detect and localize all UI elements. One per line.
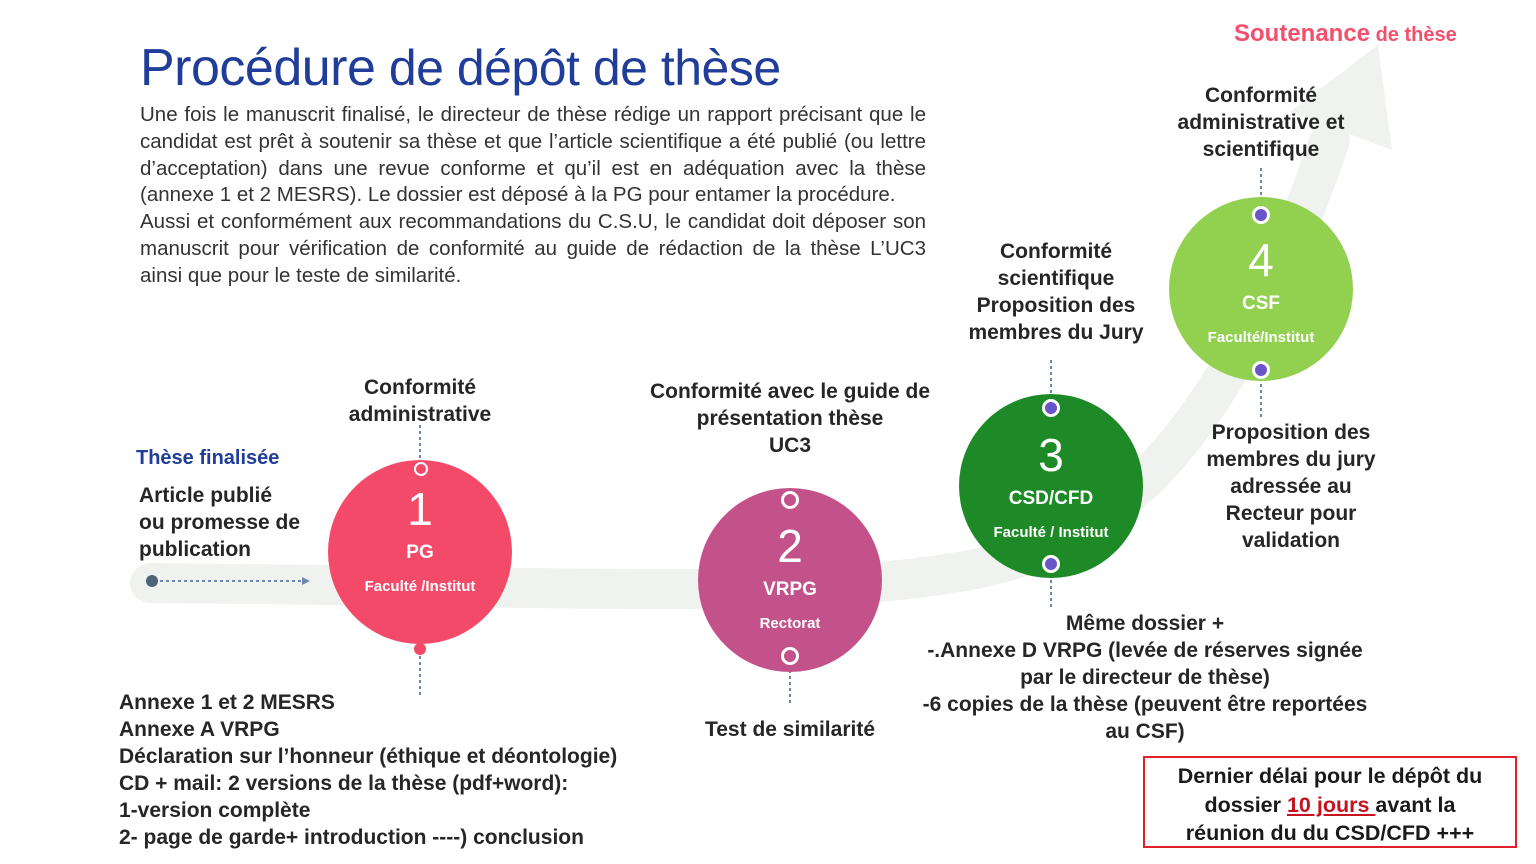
intro-text (140, 102, 926, 290)
page-title: Procédure de dépôt de thèse (140, 39, 781, 97)
step-3-circle (959, 394, 1143, 578)
step-4-code: CSF (1242, 293, 1280, 314)
step-1-port-bottom (414, 643, 426, 655)
step-3-port-top (1042, 399, 1060, 417)
step-1-circle (328, 460, 512, 644)
start-heading: Thèse finalisée (136, 447, 280, 469)
step-4-above-label: Conformité administrative et scientifique (1177, 84, 1345, 161)
intro-paragraph-2: Aussi et conformément aux recommandations du C.S.U, le candidat doit déposer son manuscrit pour vérification de conformité au guide de rédaction de la thèse L’UC3 ainsi que pour le teste de similarité. (140, 210, 926, 287)
step-1-number: 1 (407, 483, 433, 535)
intro-paragraph-1: Une fois le manuscrit finalisé, le directeur de thèse rédige un rapport précisant que le candidat est prêt à soutenir sa thèse et que l’article scientifique a été publié (ou lettre d’acceptation) dans une revue conforme et qu’il est en adéquation avec la thèse (annexe 1 et 2 MESRS). Le dossier est déposé à la PG pour entamer la procédure. (140, 103, 926, 207)
step-3-number: 3 (1038, 429, 1064, 481)
soutenance-label: Soutenance de thèse (1234, 20, 1457, 47)
deadline-notice: Dernier délai pour le dépôt du dossier 10 jours avant la réunion du du CSD/CFD +++ (1143, 756, 1517, 848)
step-4-place: Faculté/Institut (1207, 329, 1315, 346)
step-4-port-bottom (1252, 361, 1270, 379)
step-2-port-top (781, 491, 799, 509)
step-4-number: 4 (1248, 234, 1274, 286)
step-1-code: PG (406, 542, 434, 563)
step-4-below-label: Proposition des membres du jury adressée au Recteur pour validation (1206, 421, 1376, 552)
step-3-below-label: Même dossier + -.Annexe D VRPG (levée de réserves signée par le directeur de thèse) -6 copies de la thèse (peuvent être reportées au CSF) (922, 612, 1368, 743)
step-2-code: VRPG (763, 579, 817, 600)
step-2-below-label: Test de similarité (704, 718, 875, 741)
deadline-highlight: 10 jours (1286, 792, 1376, 817)
step-2-above-label: Conformité avec le guide de présentation thèse UC3 (649, 380, 931, 457)
start-description: Article publié ou promesse de publication (139, 484, 301, 561)
step-2-place: Rectorat (759, 615, 821, 632)
step-3-port-bottom (1042, 555, 1060, 573)
step-2-port-bottom (781, 647, 799, 665)
step-2-circle (698, 488, 882, 672)
step-3-place: Faculté / Institut (993, 524, 1109, 541)
step-4-circle (1169, 197, 1353, 381)
step-3-above-label: Conformité scientifique Proposition des membres du Jury (968, 240, 1144, 344)
start-dot (146, 575, 158, 587)
step-4-port-top (1252, 206, 1270, 224)
step-1-place: Faculté /Institut (364, 578, 476, 595)
step-1-port-top (414, 462, 428, 476)
step-2-number: 2 (777, 520, 803, 572)
step-1-documents: Annexe 1 et 2 MESRS Annexe A VRPG Déclaration sur l’honneur (éthique et déontologie) CD + mail: 2 versions de la thèse (pdf+word): 1-version complète 2- page de garde+ introduction ----) conclusion (119, 691, 618, 849)
step-1-above-label: Conformité administrative (348, 376, 492, 426)
step-3-code: CSD/CFD (1008, 488, 1094, 509)
